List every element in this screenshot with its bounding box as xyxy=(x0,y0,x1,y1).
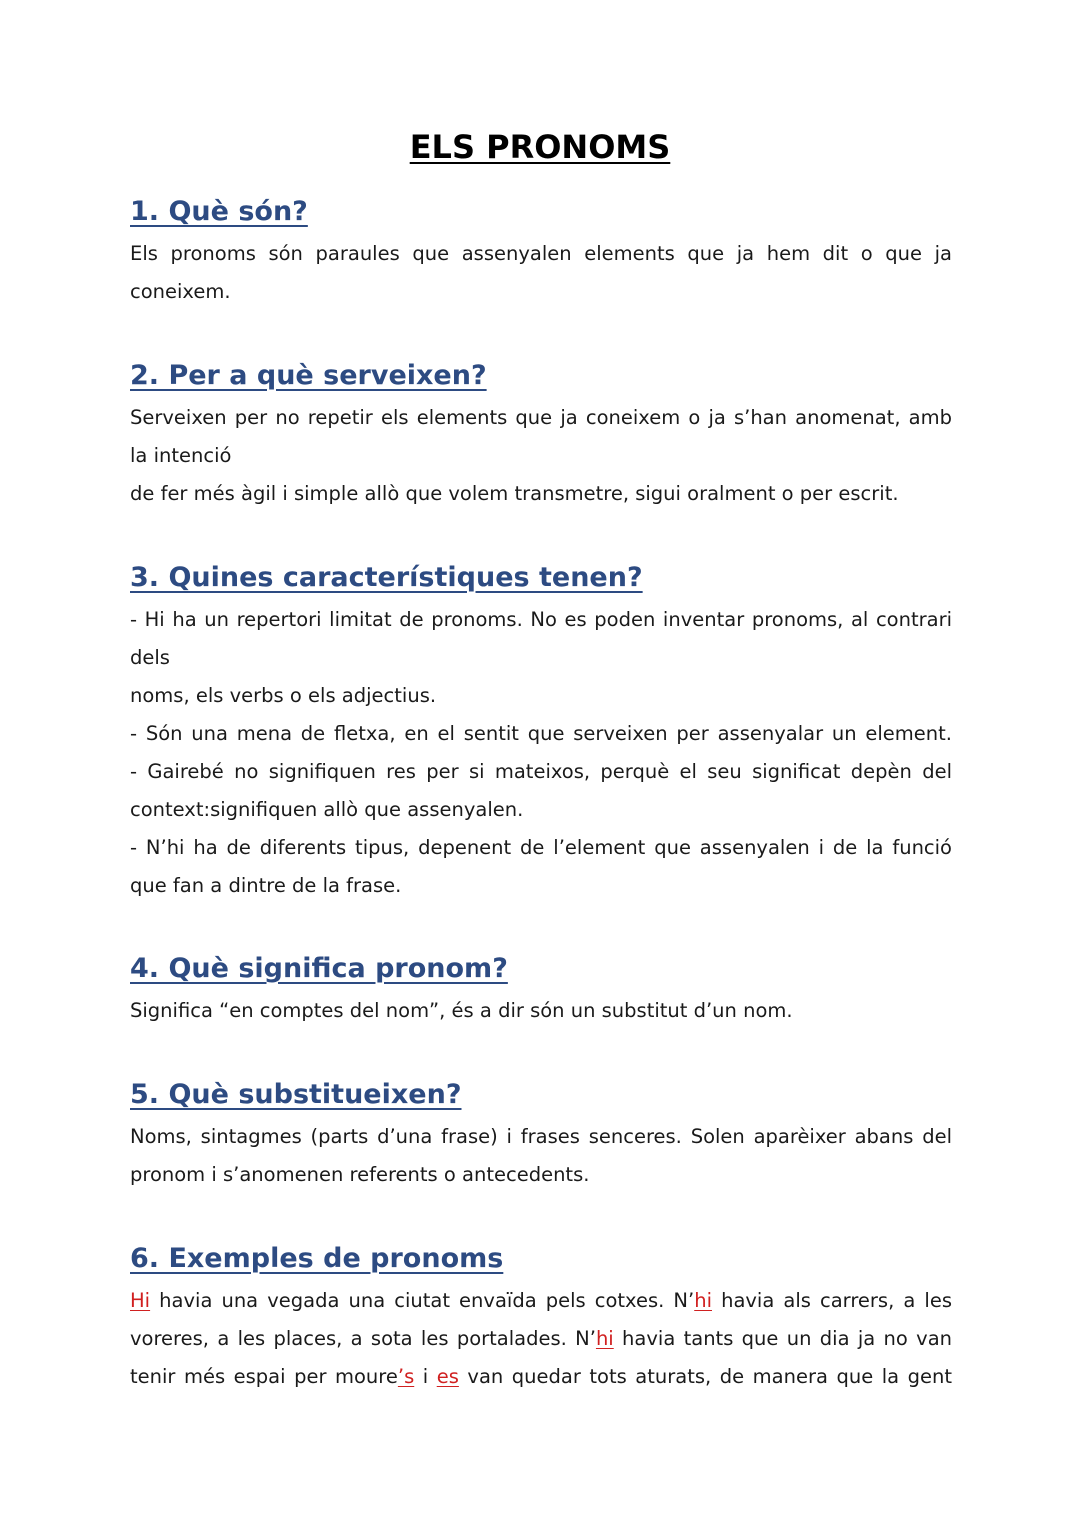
section-heading: 4. Què significa pronom? xyxy=(130,953,508,984)
text-line: Noms, sintagmes (parts d’una frase) i frases senceres. Solen aparèixer abans del xyxy=(130,1125,952,1148)
text-line: - Gairebé no signifiquen res per si mateixos, perquè el seu significat depèn del xyxy=(130,760,952,783)
section-paragraph xyxy=(130,1118,952,1194)
section-heading: 1. Què són? xyxy=(130,196,308,227)
pronoun-highlight: es xyxy=(436,1365,459,1388)
example-text: havia tants que un dia ja no van xyxy=(613,1327,952,1350)
pronoun-highlight: hi xyxy=(694,1289,712,1312)
text-line: dels xyxy=(130,646,170,669)
example-line xyxy=(130,1320,952,1358)
section-6 xyxy=(130,1242,952,1396)
text-line: Significa “en comptes del nom”, és a dir són un substitut d’un nom. xyxy=(130,999,793,1022)
text-line: context:signifiquen allò que assenyalen. xyxy=(130,798,524,821)
text-line: Serveixen per no repetir els elements que ja coneixem o ja s’han anomenat, amb xyxy=(130,406,952,429)
section-heading: 5. Què substitueixen? xyxy=(130,1079,462,1110)
example-line xyxy=(130,1282,952,1320)
section-paragraph xyxy=(130,399,952,513)
section-paragraph xyxy=(130,601,952,905)
section-heading: 3. Quines característiques tenen? xyxy=(130,562,643,593)
text-line: que fan a dintre de la frase. xyxy=(130,874,402,897)
text-line: - Hi ha un repertori limitat de pronoms. No es poden inventar pronoms, al contrari xyxy=(130,608,952,631)
pronoun-highlight: Hi xyxy=(130,1289,151,1312)
pronoun-highlight: hi xyxy=(595,1327,614,1350)
page-title: ELS PRONOMS xyxy=(409,128,671,166)
example-line xyxy=(130,1358,952,1396)
section-2 xyxy=(130,359,952,513)
text-line: noms, els verbs o els adjectius. xyxy=(130,684,437,707)
text-line: pronom i s’anomenen referents o antecedents. xyxy=(130,1163,590,1186)
text-line: Els pronoms són paraules que assenyalen elements que ja hem dit o que ja xyxy=(130,242,952,265)
section-5 xyxy=(130,1078,952,1194)
example-text: voreres, a les places, a sota les portalades. N’ xyxy=(130,1327,596,1350)
example-text: havia als carrers, a les xyxy=(712,1289,952,1312)
section-paragraph xyxy=(130,235,952,311)
section-3 xyxy=(130,561,952,905)
example-text: havia una vegada una ciutat envaïda pels cotxes. N’ xyxy=(150,1289,695,1312)
text-line: - N’hi ha de diferents tipus, depenent de l’element que assenyalen i de la funció xyxy=(130,836,952,859)
example-text: i xyxy=(414,1365,437,1388)
example-paragraph xyxy=(130,1282,952,1396)
text-line: - Són una mena de fletxa, en el sentit que serveixen per assenyalar un element. xyxy=(130,722,952,745)
text-line: la intenció xyxy=(130,444,232,467)
example-text: van quedar tots aturats, de manera que la gent xyxy=(458,1365,952,1388)
text-line: coneixem. xyxy=(130,280,231,303)
section-4 xyxy=(130,952,952,1030)
section-paragraph xyxy=(130,992,952,1030)
text-line: de fer més àgil i simple allò que volem transmetre, sigui oralment o per escrit. xyxy=(130,482,899,505)
section-heading: 6. Exemples de pronoms xyxy=(130,1243,504,1274)
pronoun-highlight: ’s xyxy=(397,1365,415,1388)
section-1 xyxy=(130,195,952,311)
example-text: tenir més espai per moure xyxy=(130,1365,398,1388)
section-heading: 2. Per a què serveixen? xyxy=(130,360,487,391)
